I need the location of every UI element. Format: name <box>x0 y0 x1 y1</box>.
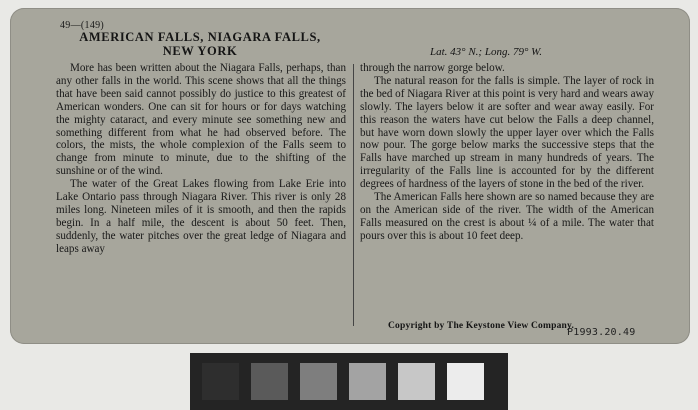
lat-long: Lat. 43° N.; Long. 79° W. <box>430 46 542 58</box>
gray-patch <box>398 363 435 400</box>
paragraph: The American Falls here shown are so named because they are on the American side of the river. The width of the American Falls measured on the crest is about ¼ of a mile. The water that pours over this is about 10 feet deep. <box>360 191 654 242</box>
title-line-2: NEW YORK <box>162 44 238 58</box>
text-column-right <box>360 62 654 243</box>
stereoview-card-back <box>10 8 690 344</box>
gray-patch <box>300 363 337 400</box>
catalog-number: P1993.20.49 <box>567 327 636 338</box>
text-column-left <box>56 62 346 256</box>
card-number: 49—(149) <box>60 20 105 31</box>
card-title <box>50 30 350 58</box>
paragraph: The water of the Great Lakes flowing from Lake Erie into Lake Ontario pass through Niagara River. This river is only 28 miles long. Nineteen miles of it is smooth, and then the rapids begin. In a half mile, the descent is about 50 feet. Then, suddenly, the water pitches over the great ledge of Niagara and leaps away <box>56 178 346 255</box>
copyright-line: Copyright by The Keystone View Company. <box>388 321 575 331</box>
column-divider <box>353 64 354 326</box>
gray-patch <box>251 363 288 400</box>
gray-scale-target <box>190 353 508 410</box>
gray-patch <box>202 363 239 400</box>
gray-patch <box>349 363 386 400</box>
paragraph: The natural reason for the falls is simple. The layer of rock in the bed of Niagara River at this point is very hard and wears away slowly. The layers below it are softer and wear away easily. For this reason the waters have cut below the Falls a deep channel, but have worn down slowly the upper layer over which the Falls now pour. The gorge below marks the successive steps that the Falls have marched up stream in many hundreds of years. The irregularity of the Falls line is accounted for by the different degrees of hardness of the layers of stone in the bed of the river. <box>360 74 654 191</box>
title-line-1: AMERICAN FALLS, NIAGARA FALLS, <box>79 30 321 44</box>
paragraph-continued: through the narrow gorge below. <box>360 62 505 74</box>
paragraph: More has been written about the Niagara Falls, perhaps, than any other falls in the world. This scene shows that all the things that have been said cannot possibly do justice to this greatest of American wonders. One can sit for hours or for days watching the mighty cataract, and every minute see something new and something different from what he had observed before. The colors, the mists, the whole complexion of the Falls seem to change from minute to minute, due to the shifting of the sunshine or of the wind. <box>56 62 346 178</box>
gray-patch <box>447 363 484 400</box>
